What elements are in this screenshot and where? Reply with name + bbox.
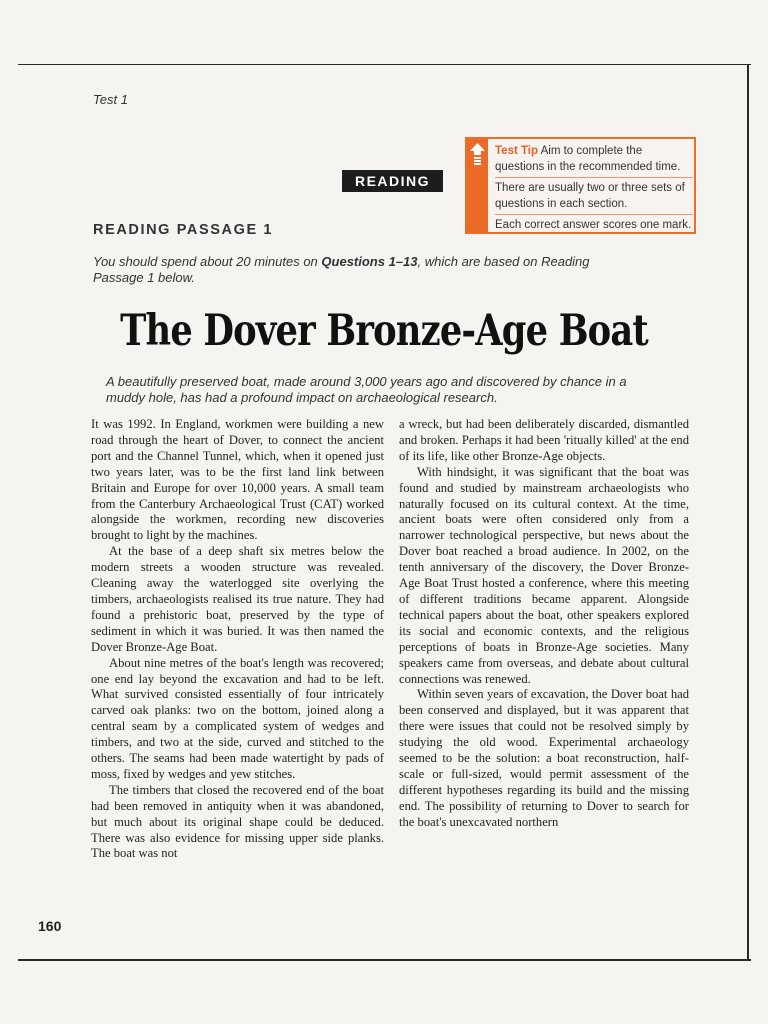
tip-title: Test Tip [495,145,539,157]
test-label: Test 1 [93,92,128,107]
paragraph: With hindsight, it was significant that the boat was found and studied by mainstream archaeologists who naturally focused on its cultural context. At the time, ancient boats were often considered only from a narrower technological perspective, but news about the Dover boat reached a broad audience. In 2002, on the tenth anniversary of the discovery, the Dover Bronze-Age Boat Trust hosted a conference, where this meeting of different traditions became apparent. Alongside technical papers about the boat, other speakers explored its social and economic contexts, and the religious perceptions of boats in Bronze-Age societies. Many speakers came from overseas, and debate about cultural connections was renewed. [399,464,689,686]
up-arrow-icon [470,143,485,165]
instructions-text: You should spend about 20 minutes on [93,254,322,269]
tip-line-1: Aim to complete the questions in the recommended time. [495,145,681,173]
top-rule [18,64,751,65]
page-number: 160 [38,918,62,934]
tip-accent-bar [467,139,488,232]
right-column [399,417,689,831]
questions-range: Questions 1–13 [321,254,418,269]
paragraph: a wreck, but had been deliberately discarded, dismantled and broken. Perhaps it had been 'ritually killed' at the end of its life, like other Bronze-Age objects. [399,417,689,463]
passage-subtitle: A beautifully preserved boat, made around 3,000 years ago and discovered by chance in a muddy hole, has had a profound impact on archaeological research. [106,374,627,405]
tip-divider [495,177,693,178]
instructions-text-end: , which are based on Reading Passage 1 below. [93,254,590,285]
paragraph: At the base of a deep shaft six metres below the modern streets a wooden structure was revealed. Cleaning away the waterlogged site overlying the timbers, archaeologists realised its true nature. They had found a prehistoric boat, preserved by the type of sediment in which it was buried. It was then named the Dover Bronze-Age Boat. [91,544,384,654]
instructions [93,254,623,286]
paragraph: The timbers that closed the recovered end of the boat had been removed in antiquity when it was abandoned, but much about its original shape could be deduced. There was also evidence for missing upper side planks. The boat was not [91,782,384,861]
paragraph: About nine metres of the boat's length was recovered; one end lay beyond the excavation and had to be left. What survived consisted essentially of four intricately carved oak planks: two on the bottom, joined along a central seam by a complicated system of wedges and timbers, and two at the side, curved and stitched to the others. The seams had been made watertight by pads of moss, fixed by wedges and yew stitches. [91,655,384,781]
test-tip-box [465,137,696,234]
paragraph: It was 1992. In England, workmen were building a new road through the heart of Dover, to connect the ancient port and the Channel Tunnel, which, when it opened just two years later, was to be the first land link between Britain and Europe for over 10,000 years. A small team from the Canterbury Archaeological Trust (CAT) worked alongside the workmen, recording new discoveries brought to light by the machines. [91,417,384,543]
bottom-rule [18,959,751,961]
passage-title: The Dover Bronze-Age Boat [120,306,648,356]
tip-line-3: Each correct answer scores one mark. [495,219,692,231]
paragraph: Within seven years of excavation, the Dover boat had been conserved and displayed, but it was apparent that there were issues that could not be resolved simply by studying the old wood. Experimental archaeology seemed to be the solution: a boat reconstruction, half-scale or full-sized, would permit assessment of the different hypotheses regarding its build and the missing end. The possibility of returning to Dover to search for the boat's unexcavated northern [399,687,689,829]
tip-body [495,143,693,233]
left-column [91,417,384,862]
passage-heading: READING PASSAGE 1 [93,222,274,238]
section-badge: READING [342,170,443,192]
tip-divider [495,214,693,215]
tip-line-2: There are usually two or three sets of questions in each section. [495,182,685,210]
right-rule [747,64,749,961]
